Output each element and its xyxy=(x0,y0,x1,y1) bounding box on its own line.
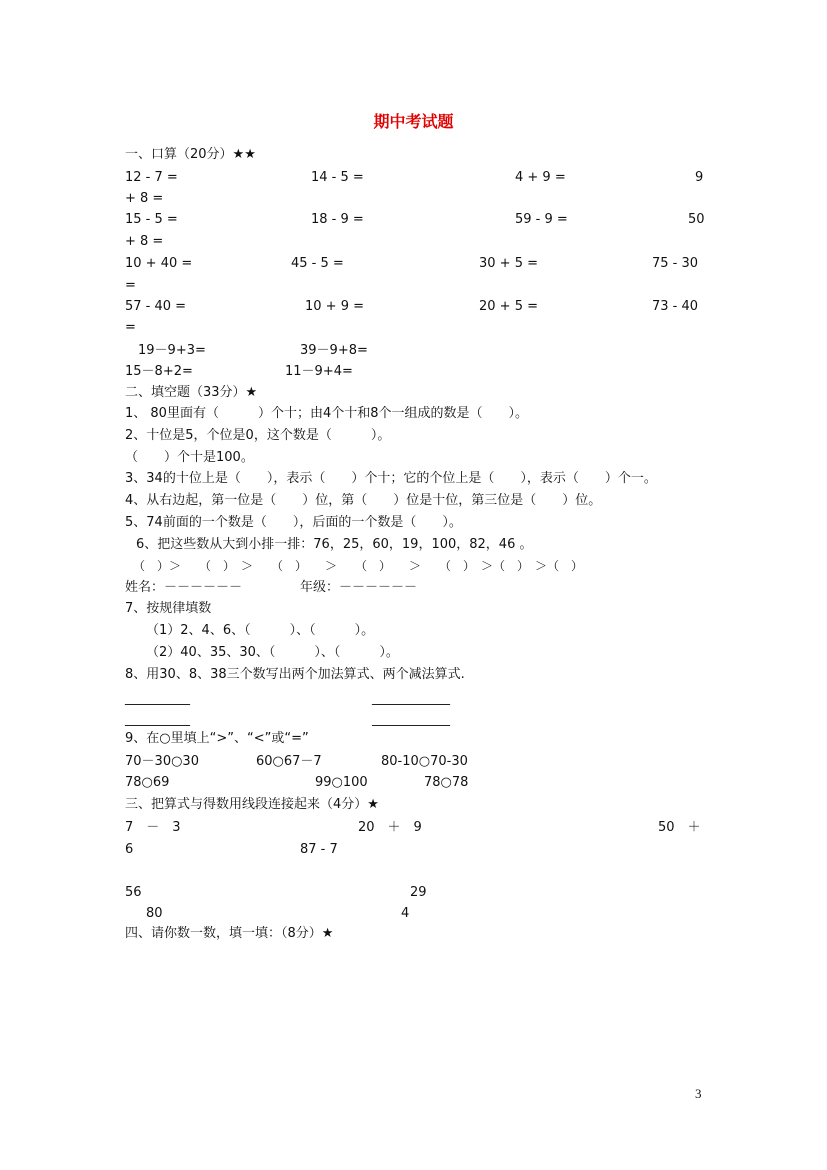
calc-item: = xyxy=(125,278,136,293)
question-7b: （2）40、35、30、（ ）、（ ）。 xyxy=(146,645,399,660)
calc-item: + 8 = xyxy=(125,234,164,249)
calc-item: 73 - 40 xyxy=(652,299,699,314)
name-field: 姓名：－－－－－－ xyxy=(125,580,243,595)
question-2b: （ ）个十是100。 xyxy=(125,450,254,465)
compare-item: 99○100 xyxy=(315,775,368,790)
calc-item: = xyxy=(125,320,136,335)
calc-item: 9 xyxy=(695,170,704,185)
answer-line: ____________ xyxy=(372,691,450,706)
compare-item: 60○67－7 xyxy=(256,754,322,769)
calc-item: 19－9+3= xyxy=(138,343,206,358)
calc-item: 39－9+8= xyxy=(300,343,368,358)
expression-item: 7 － 3 xyxy=(125,820,181,835)
question-7: 7、按规律填数 xyxy=(125,601,212,616)
question-7a: （1）2、4、6、（ ）、（ ）。 xyxy=(146,623,375,638)
question-6: 6、把这些数从大到小排一排：76，25，60，19，100，82，46 。 xyxy=(136,537,533,552)
question-2: 2、十位是5，个位是0，这个数是（ ）。 xyxy=(125,428,391,443)
calc-item: 50 xyxy=(688,212,705,227)
answer-item: 29 xyxy=(410,885,427,900)
section-3-heading: 三、把算式与得数用线段连接起来（4分）★ xyxy=(125,797,379,812)
expression-item: 87 - 7 xyxy=(300,842,338,857)
section-2-heading: 二、填空题（33分）★ xyxy=(125,385,258,400)
compare-item: 78○69 xyxy=(125,775,170,790)
answer-line: __________ xyxy=(125,712,190,727)
page-title: 期中考试题 xyxy=(373,112,454,131)
calc-item: 12 - 7 = xyxy=(125,170,178,185)
calc-item: 15 - 5 = xyxy=(125,212,178,227)
section-1-heading: 一、口算（20分）★★ xyxy=(125,147,256,162)
expression-item: 6 xyxy=(125,842,134,857)
calc-item: 14 - 5 = xyxy=(311,170,364,185)
section-4-heading: 四、请你数一数，填一填：（8分）★ xyxy=(125,926,334,941)
question-9: 9、在○里填上“>”、“<”或“=” xyxy=(125,731,309,746)
question-6-blanks: （ ）＞ （ ） ＞ （ ） ＞ （ ） ＞ （ ） ＞（ ） ＞（ ） xyxy=(133,559,584,573)
calc-item: 75 - 30 xyxy=(652,256,699,271)
compare-item: 70－30○30 xyxy=(125,754,199,769)
answer-line: ____________ xyxy=(372,712,450,727)
answer-item: 4 xyxy=(401,906,410,921)
calc-item: 30 + 5 = xyxy=(479,256,538,271)
expression-item: 20 ＋ 9 xyxy=(358,820,422,835)
calc-item: 59 - 9 = xyxy=(515,212,568,227)
question-1: 1、 80里面有（ ）个十；由4个十和8个一组成的数是（ ）。 xyxy=(125,406,528,421)
calc-item: 45 - 5 = xyxy=(291,256,344,271)
calc-item: 10 + 40 = xyxy=(125,256,193,271)
page-number: 3 xyxy=(695,1086,702,1101)
answer-item: 56 xyxy=(125,885,142,900)
compare-item: 80-10○70-30 xyxy=(381,754,468,769)
calc-item: 11－9+4= xyxy=(285,364,353,379)
question-5: 5、74前面的一个数是（ ），后面的一个数是（ ）。 xyxy=(125,515,462,530)
expression-item: 50 ＋ xyxy=(658,820,701,835)
compare-item: 78○78 xyxy=(424,775,469,790)
answer-item: 80 xyxy=(146,906,163,921)
calc-item: 20 + 5 = xyxy=(479,299,538,314)
question-8: 8、用30、8、38三个数写出两个加法算式、两个减法算式. xyxy=(125,667,465,682)
calc-item: 15－8+2= xyxy=(125,364,193,379)
question-4: 4、从右边起，第一位是（ ）位，第（ ）位是十位，第三位是（ ）位。 xyxy=(125,493,602,508)
calc-item: 57 - 40 = xyxy=(125,299,187,314)
calc-item: 4 + 9 = xyxy=(515,170,566,185)
grade-field: 年级：－－－－－－ xyxy=(300,580,418,595)
calc-item: + 8 = xyxy=(125,191,164,206)
question-3: 3、34的十位上是（ ），表示（ ）个十；它的个位上是（ ），表示（ ）个一。 xyxy=(125,471,657,486)
calc-item: 18 - 9 = xyxy=(311,212,364,227)
calc-item: 10 + 9 = xyxy=(305,299,364,314)
answer-line: __________ xyxy=(125,691,190,706)
